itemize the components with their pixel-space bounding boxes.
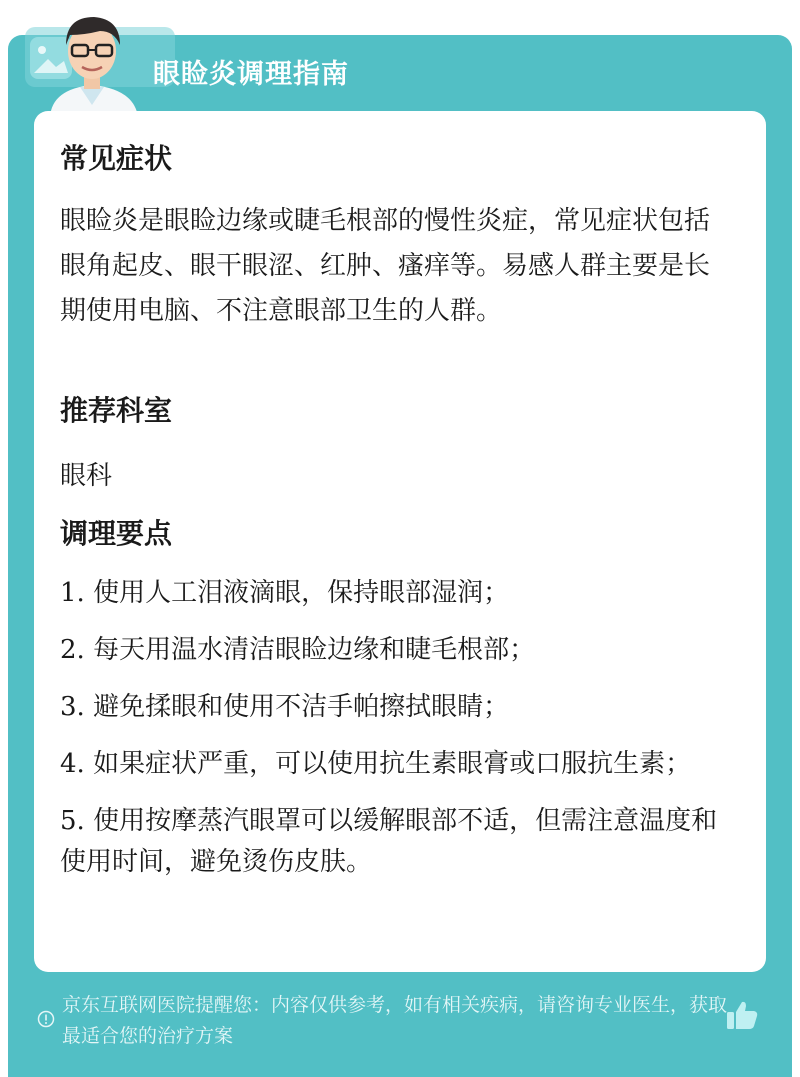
list-item <box>60 744 730 785</box>
info-icon <box>37 1010 55 1028</box>
department-text: 眼科 <box>60 461 113 491</box>
list-item-text: 如果症状严重，可以使用抗生素眼膏或口服抗生素； <box>84 749 692 779</box>
list-item-number: 1. <box>60 578 85 608</box>
list-item-text: 每天用温水清洁眼睑边缘和睫毛根部； <box>84 635 536 665</box>
symptoms-text: 眼睑炎是眼睑边缘或睫毛根部的慢性炎症，常见症状包括眼角起皮、眼干眼涩、红肿、瘙痒等。易感人群主要是长期使用电脑、不注意眼部卫生的人群。 <box>60 206 711 326</box>
list-item-number: 5. <box>60 806 85 836</box>
thumbs-up-icon[interactable] <box>724 997 760 1033</box>
content-card <box>34 111 766 972</box>
symptoms-heading: 常见症状 <box>60 142 173 175</box>
department-heading: 推荐科室 <box>60 394 173 427</box>
care-heading: 调理要点 <box>60 517 173 550</box>
doctor-avatar <box>40 5 145 117</box>
list-item-text: 使用人工泪液滴眼，保持眼部湿润； <box>84 578 510 608</box>
care-list <box>60 573 730 899</box>
page-title: 眼睑炎调理指南 <box>153 59 349 90</box>
list-item-number: 2. <box>60 635 85 665</box>
list-item <box>60 687 730 728</box>
list-item <box>60 573 730 614</box>
list-item-number: 4. <box>60 749 85 779</box>
list-item <box>60 801 730 883</box>
disclaimer-text: 京东互联网医院提醒您：内容仅供参考，如有相关疾病，请咨询专业医生，获取最适合您的治疗方案 <box>62 994 728 1047</box>
list-item-text: 避免揉眼和使用不洁手帕擦拭眼睛； <box>84 692 510 722</box>
list-item <box>60 630 730 671</box>
list-item-text: 使用按摩蒸汽眼罩可以缓解眼部不适，但需注意温度和使用时间，避免烫伤皮肤。 <box>60 806 718 877</box>
list-item-number: 3. <box>60 692 85 722</box>
